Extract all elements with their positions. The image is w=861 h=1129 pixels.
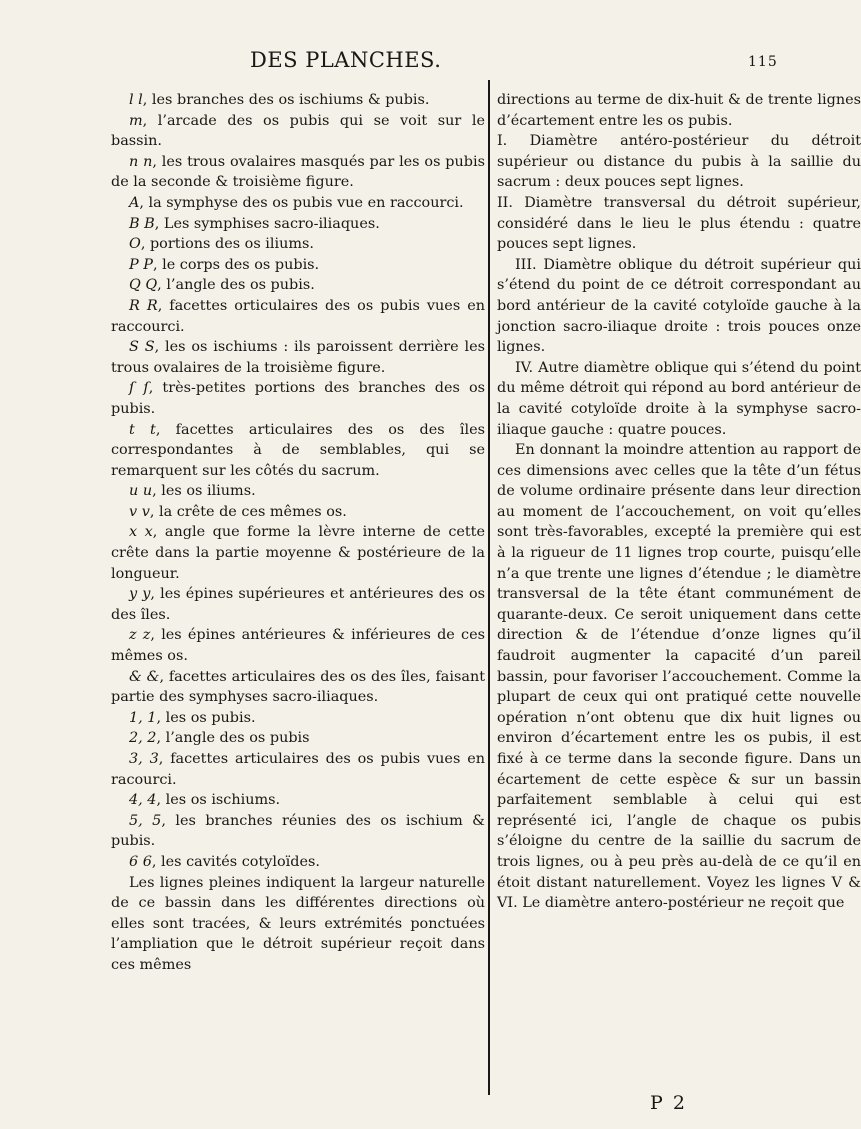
figure-label: 1, 1 xyxy=(129,709,157,726)
right-paragraph xyxy=(497,440,861,914)
figure-label: x x xyxy=(129,524,153,541)
paragraph-text: , les os ischiums. xyxy=(156,792,281,809)
figure-label: 6 6 xyxy=(129,853,152,870)
figure-label: l l xyxy=(129,92,143,108)
paragraph-text: II. Diamètre transversal du détroit supérieur, considéré dans le lieu le plus étendu : quatre pouces sept lignes. xyxy=(497,194,861,253)
paragraph-text: En donnant la moindre attention au rapport de ces dimensions avec celles que la tête d’un fétus de volume ordinaire présente dans leur direction au moment de l’accouchement, on voit qu’elles sont très-favorables, excepté la première qui est à la rigueur de 11 lignes trop courte, puisqu’elle n’a que trente une lignes d’étendue ; le diamètre transversal de la tête étant communément de quarante-deux. Ce seroit uniquement dans cette direction & de l’étendue d’onze lignes qu’il faudroit augmenter la capacité d’un pareil bassin, pour favoriser l’accouchement. Comme la plupart de ceux qui ont pratiqué cette nouvelle opération n’ont obtenu que dix huit lignes ou environ d’écartement entre les os pubis, il est fixé à ce terme dans la seconde figure. Dans un écartement de cette espèce & sur un bassin parfaitement semblable à celui qui est représenté ici, l’angle de chaque os pubis s’éloigne du centre de la saillie du sacrum de trois lignes, ou à peu près au-delà de ce qu’il en étoit distant naturellement. Voyez les lignes V & VI. Le diamètre antero-postérieur ne reçoit que xyxy=(497,442,861,912)
right-paragraph xyxy=(497,193,861,255)
paragraph-text: , les épines supérieures et antérieures des os des îles. xyxy=(111,586,485,623)
figure-label: 2, 2 xyxy=(129,730,157,747)
left-paragraph xyxy=(111,275,485,296)
left-paragraph xyxy=(111,90,485,111)
left-paragraph xyxy=(111,481,485,502)
paragraph-text: I. Diamètre antéro-postérieur du détroit supérieur ou distance du pubis à la saillie du sacrum : deux pouces sept lignes. xyxy=(497,133,861,191)
paragraph-text: , facettes articulaires des os des îles correspondantes à de semblables, qui se remarquent sur les côtés du sacrum. xyxy=(111,421,486,479)
page-number: 115 xyxy=(748,54,778,70)
paragraph-text: , les os pubis. xyxy=(156,709,256,726)
figure-label: 4, 4 xyxy=(129,792,157,809)
left-paragraph xyxy=(111,749,485,790)
signature-mark: P 2 xyxy=(650,1092,687,1114)
figure-label: ſ ſ xyxy=(129,380,149,397)
right-column xyxy=(497,90,861,914)
paragraph-text: Les lignes pleines indiquent la largeur naturelle de ce bassin dans les différentes directions où elles sont tracées, & leurs extrémités ponctuées l’ampliation que le détroit supérieur reçoit dans ces mêmes xyxy=(111,874,485,973)
figure-label: P P xyxy=(129,256,153,273)
running-title: DES PLANCHES. xyxy=(250,48,442,72)
left-paragraph xyxy=(111,522,485,584)
figure-label: v v xyxy=(129,503,150,520)
paragraph-text: III. Diamètre oblique du détroit supérieur qui s’étend du point de ce détroit correspondant au bord antérieur de la cavité cotyloïde gauche à la jonction sacro-iliaque droite : trois pouces onze lignes. xyxy=(497,256,861,356)
column-divider xyxy=(488,80,490,1095)
right-paragraph xyxy=(497,90,861,131)
right-paragraph xyxy=(497,131,861,193)
paragraph-text: , les branches réunies des os ischium & pubis. xyxy=(111,812,485,850)
paragraph-text: , facettes orticulaires des os pubis vues en raccourci. xyxy=(111,297,486,335)
right-paragraph xyxy=(497,255,861,358)
paragraph-text: , le corps des os pubis. xyxy=(152,256,320,273)
left-paragraph xyxy=(111,111,485,152)
paragraph-text: , portions des os iliums. xyxy=(140,236,314,253)
figure-label: S S xyxy=(129,339,155,356)
figure-label: R R xyxy=(129,297,158,314)
paragraph-text: , les épines antérieures & inférieures de ces mêmes os. xyxy=(111,627,485,665)
figure-label: 3, 3 xyxy=(129,751,159,767)
left-paragraph xyxy=(111,296,485,337)
figure-label: & & xyxy=(129,668,160,685)
figure-label: m xyxy=(129,112,143,129)
figure-label: u u xyxy=(129,483,153,500)
paragraph-text: , Les symphises sacro-iliaques. xyxy=(154,215,380,232)
figure-label: B B xyxy=(129,215,155,232)
left-paragraph xyxy=(111,255,485,276)
figure-label: 5, 5 xyxy=(129,812,162,829)
paragraph-text: , facettes articulaires des os pubis vues en racourci. xyxy=(111,751,485,788)
figure-label: n n xyxy=(129,153,153,170)
paragraph-text: , les os ischiums : ils paroissent derrière les trous ovalaires de la troisième figure. xyxy=(111,339,485,376)
paragraph-text: , l’angle des os pubis. xyxy=(157,277,315,294)
paragraph-text: , l’angle des os pubis xyxy=(156,730,310,747)
paragraph-text: , les cavités cotyloïdes. xyxy=(151,853,320,870)
paragraph-text: , l’arcade des os pubis qui se voit sur le bassin. xyxy=(111,112,485,150)
paragraph-text: , très-petites portions des branches des os pubis. xyxy=(111,380,485,417)
right-paragraph xyxy=(497,358,861,440)
left-paragraph xyxy=(111,234,485,255)
left-paragraph xyxy=(111,584,485,625)
figure-label: O xyxy=(129,236,141,253)
left-paragraph xyxy=(111,420,485,482)
paragraph-text: directions au terme de dix-huit & de trente lignes d’écartement entre les os pubis. xyxy=(497,92,861,129)
figure-label: Q Q xyxy=(129,277,158,294)
paragraph-text: , la symphyse des os pubis vue en raccourci. xyxy=(139,194,464,211)
left-paragraph xyxy=(111,214,485,235)
left-paragraph xyxy=(111,728,485,749)
paragraph-text: IV. Autre diamètre oblique qui s’étend du point du même détroit qui répond au bord antérieur de la cavité cotyloïde droite à la symphyse sacro-iliaque gauche : quatre pouces. xyxy=(497,359,861,438)
left-column xyxy=(111,90,485,976)
paragraph-text: , angle que forme la lèvre interne de cette crête dans la partie moyenne & postérieure de la longueur. xyxy=(111,524,485,582)
page-footer xyxy=(0,1092,800,1118)
left-paragraph xyxy=(111,337,485,378)
left-paragraph xyxy=(111,502,485,523)
left-paragraph xyxy=(111,667,485,708)
figure-label: z z xyxy=(129,627,151,644)
left-paragraph xyxy=(111,625,485,666)
left-paragraph xyxy=(111,811,485,852)
paragraph-text: , les trous ovalaires masqués par les os pubis de la seconde & troisième figure. xyxy=(111,153,485,191)
figure-label: y y xyxy=(129,586,151,603)
page-header xyxy=(0,44,800,80)
left-paragraph xyxy=(111,378,485,419)
paragraph-text: , les os iliums. xyxy=(152,483,256,500)
left-paragraph xyxy=(111,852,485,873)
paragraph-text: , facettes articulaires des os des îles, faisant partie des symphyses sacro-iliaques. xyxy=(111,668,485,706)
left-paragraph xyxy=(111,708,485,729)
left-paragraph xyxy=(111,152,485,193)
figure-label: A xyxy=(129,194,140,211)
paragraph-text: , les branches des os ischiums & pubis. xyxy=(142,92,430,108)
left-paragraph xyxy=(111,193,485,214)
figure-label: t t xyxy=(129,421,156,438)
left-paragraph xyxy=(111,790,485,811)
left-paragraph xyxy=(111,873,485,976)
paragraph-text: , la crête de ces mêmes os. xyxy=(149,503,347,520)
